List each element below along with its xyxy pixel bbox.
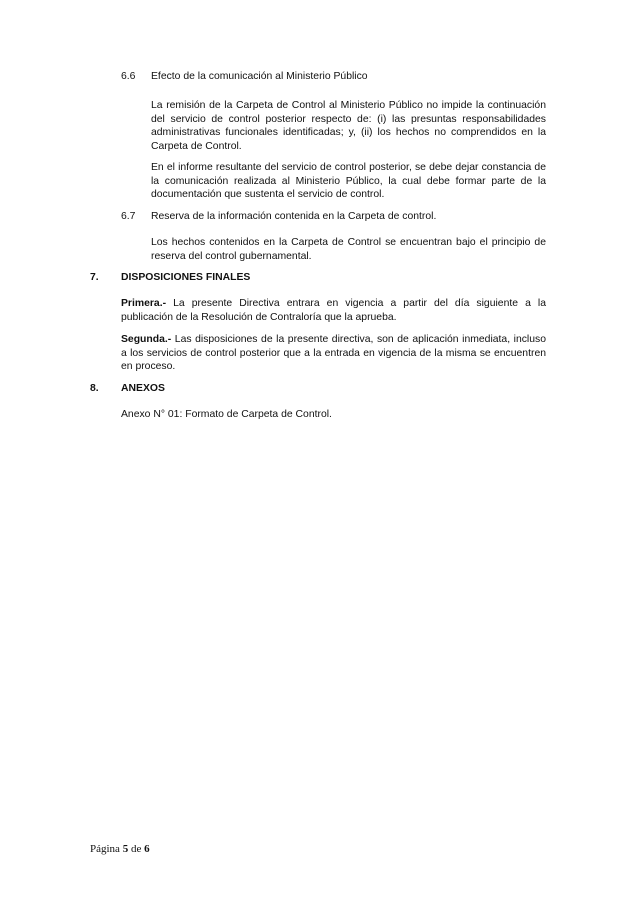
section-6-6-paragraph-1: La remisión de la Carpeta de Control al Ministerio Público no impide la continuación del servicio de control posterior respecto de: (i) las presuntas responsabilidades administrativas funcionales identificadas; y, (ii) los hechos no comprendidos en la Carpeta de Control. (151, 100, 546, 152)
segunda-label: Segunda.- (121, 334, 172, 345)
section-7-primera (121, 297, 546, 324)
section-6-7-title: Reserva de la información contenida en la Carpeta de control. (151, 211, 437, 222)
footer-total-pages: 6 (144, 843, 150, 855)
segunda-text: Las disposiciones de la presente directiva, son de aplicación inmediata, incluso a los servicios de control posterior que a la entrada en vigencia de la misma se encuentren en proceso. (121, 334, 546, 372)
section-6-6-title: Efecto de la comunicación al Ministerio Público (151, 71, 368, 82)
page-footer (90, 843, 150, 855)
section-6-6-number: 6.6 (121, 71, 136, 82)
section-6-7-paragraph: Los hechos contenidos en la Carpeta de Control se encuentran bajo el principio de reserva del control gubernamental. (151, 237, 546, 262)
primera-label: Primera.- (121, 298, 167, 309)
footer-prefix: Página (90, 843, 123, 855)
section-8-title: ANEXOS (121, 383, 165, 394)
section-7-segunda (121, 333, 546, 374)
footer-separator: de (128, 843, 145, 855)
section-6-6-paragraph-2: En el informe resultante del servicio de control posterior, se debe dejar constancia de la comunicación realizada al Ministerio Público, la cual debe formar parte de la documentación que sustenta el servicio de control. (151, 162, 546, 200)
section-6-7-number: 6.7 (121, 211, 136, 222)
section-8-number: 8. (90, 383, 99, 394)
primera-text: La presente Directiva entrara en vigencia a partir del día siguiente a la publicación de la Resolución de Contraloría que la aprueba. (121, 298, 546, 323)
footer-current-page: 5 (122, 843, 129, 855)
section-7-title: DISPOSICIONES FINALES (121, 272, 251, 283)
annex-item: Anexo N° 01: Formato de Carpeta de Control. (121, 409, 332, 420)
section-7-number: 7. (90, 272, 99, 283)
